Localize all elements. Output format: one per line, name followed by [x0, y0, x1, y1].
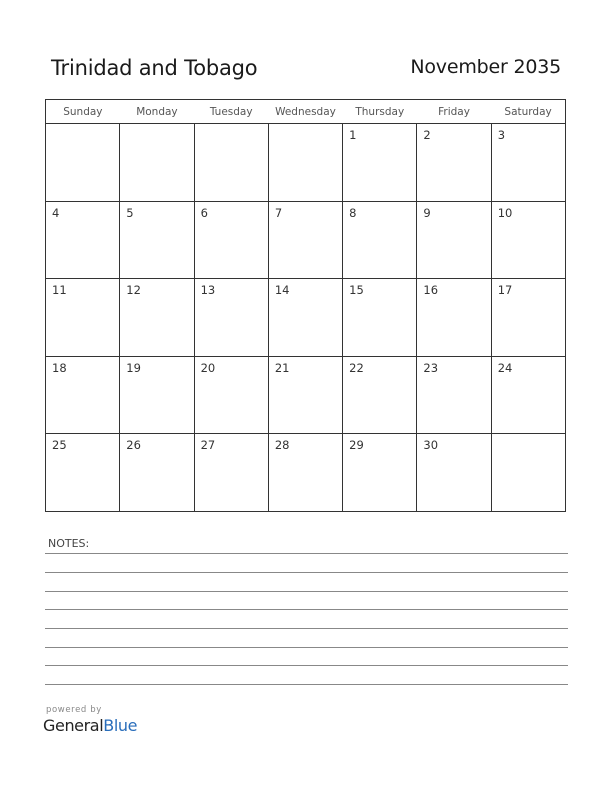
month-year-title: November 2035: [410, 56, 561, 78]
day-cell: 20: [194, 356, 268, 434]
note-line: [45, 591, 568, 592]
weekday-friday: Friday: [417, 100, 491, 124]
day-cell: 16: [417, 279, 491, 357]
day-cell: 12: [120, 279, 194, 357]
country-title: Trinidad and Tobago: [51, 56, 258, 80]
day-cell: 26: [120, 434, 194, 512]
day-cell: 5: [120, 201, 194, 279]
weekday-wednesday: Wednesday: [268, 100, 342, 124]
weekday-tuesday: Tuesday: [194, 100, 268, 124]
day-cell: 2: [417, 124, 491, 202]
day-cell: 11: [46, 279, 120, 357]
day-cell: 14: [268, 279, 342, 357]
day-cell: [46, 124, 120, 202]
day-cell: [491, 434, 565, 512]
brand-general: General: [43, 716, 104, 735]
day-cell: 7: [268, 201, 342, 279]
day-cell: 9: [417, 201, 491, 279]
weekday-thursday: Thursday: [343, 100, 417, 124]
day-cell: 10: [491, 201, 565, 279]
note-line: [45, 665, 568, 666]
day-cell: 28: [268, 434, 342, 512]
day-cell: 24: [491, 356, 565, 434]
weekday-header-row: [46, 100, 566, 124]
weekday-sunday: Sunday: [46, 100, 120, 124]
day-cell: 17: [491, 279, 565, 357]
week-row: [46, 124, 566, 202]
generalblue-logo: [43, 716, 137, 735]
day-cell: 3: [491, 124, 565, 202]
day-cell: 15: [343, 279, 417, 357]
day-cell: 27: [194, 434, 268, 512]
weekday-monday: Monday: [120, 100, 194, 124]
note-line: [45, 684, 568, 685]
day-cell: 29: [343, 434, 417, 512]
day-cell: 6: [194, 201, 268, 279]
day-cell: 30: [417, 434, 491, 512]
day-cell: 22: [343, 356, 417, 434]
weekday-saturday: Saturday: [491, 100, 565, 124]
day-cell: 23: [417, 356, 491, 434]
day-cell: 1: [343, 124, 417, 202]
day-cell: 25: [46, 434, 120, 512]
note-line: [45, 572, 568, 573]
week-row: [46, 279, 566, 357]
day-cell: 13: [194, 279, 268, 357]
week-row: [46, 201, 566, 279]
calendar-grid: [45, 99, 566, 512]
week-row: [46, 434, 566, 512]
day-cell: 4: [46, 201, 120, 279]
week-row: [46, 356, 566, 434]
note-line: [45, 647, 568, 648]
note-line: [45, 609, 568, 610]
day-cell: [194, 124, 268, 202]
day-cell: 18: [46, 356, 120, 434]
powered-by-text: powered by: [46, 705, 102, 715]
day-cell: 8: [343, 201, 417, 279]
brand-blue: Blue: [103, 716, 138, 735]
day-cell: [120, 124, 194, 202]
note-line: [45, 628, 568, 629]
note-line: [45, 553, 568, 554]
notes-label: NOTES:: [48, 537, 90, 550]
day-cell: 19: [120, 356, 194, 434]
day-cell: [268, 124, 342, 202]
day-cell: 21: [268, 356, 342, 434]
